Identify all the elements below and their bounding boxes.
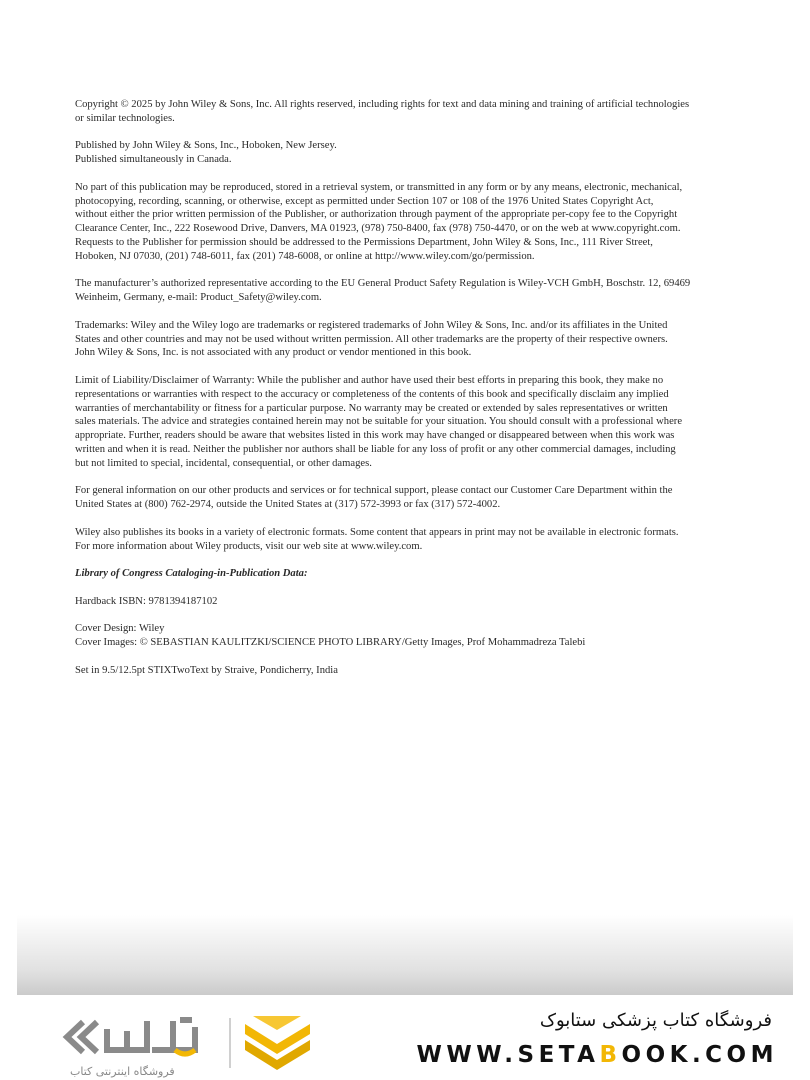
cover-credits [75,622,747,650]
text-line: For general information on our other products and services or for technical support, please contact our Customer Care Department within the [75,485,673,497]
setabook-logo-icon [55,1010,320,1070]
text-line: For more information about Wiley products, visit our web site at www.wiley.com. [75,540,423,552]
text-line: Published simultaneously in Canada. [75,154,232,166]
logo-subtitle: فروشگاه اینترنتی کتاب [70,1065,175,1078]
library-of-congress-heading: Library of Congress Cataloging-in-Publication Data: [75,568,308,580]
text-line: Published by John Wiley & Sons, Inc., Hoboken, New Jersey. [75,140,337,152]
text-line: appropriate. Further, readers should be aware that websites listed in this work may have changed or disappeared between when this work was [75,430,675,442]
text-line: or similar technologies. [75,112,175,124]
publisher-notice [75,139,747,167]
store-url-part: WWW.SETA [416,1042,600,1068]
text-line: United States at (800) 762-2974, outside the United States at (317) 572-3993 or fax (317) 572-4002. [75,499,501,511]
text-line: but not limited to special, incidental, consequential, or other damages. [75,457,372,469]
text-line: John Wiley & Sons, Inc. is not associated with any product or vendor mentioned in this book. [75,347,472,359]
text-line: The manufacturer’s authorized representative according to the EU General Product Safety Regulation is Wiley-VCH GmbH, Boschstr. 12, 69469 [75,278,691,290]
copyright-notice [75,98,747,126]
text-line: written and when it is read. Neither the publisher nor authors shall be liable for any loss of profit or any other commercial damages, including [75,443,676,455]
text-line: Hoboken, NJ 07030, (201) 748-6011, fax (201) 748-6008, or online at http://www.wiley.com/go/permission. [75,250,535,262]
formats-notice [75,526,747,554]
text-line: photocopying, recording, scanning, or otherwise, except as permitted under Section 107 or 108 of the 1976 United States Copyright Act, [75,195,654,207]
reproduction-notice [75,181,747,264]
text-line: Requests to the Publisher for permission should be addressed to the Permissions Department, John Wiley & Sons, Inc., 111 River Street, [75,236,653,248]
store-url[interactable] [417,1042,778,1068]
text-line: warranties of merchantability or fitness for a particular purpose. No warranty may be created or extended by sales representatives or written [75,402,668,414]
isbn-line: Hardback ISBN: 9781394187102 [75,595,218,607]
store-title: فروشگاه کتاب پزشکی ستابوک [539,1010,772,1031]
manufacturer-notice [75,277,747,305]
text-line: Trademarks: Wiley and the Wiley logo are trademarks or registered trademarks of John Wiley & Sons, Inc. and/or its affiliates in the United [75,319,668,331]
page-shadow [17,915,793,995]
text-line: Limit of Liability/Disclaimer of Warranty: While the publisher and author have used their best efforts in preparing this book, they make no [75,374,664,386]
store-url-part: OOK.COM [621,1042,778,1068]
text-line: No part of this publication may be reproduced, stored in a retrieval system, or transmitted in any form or by any means, electronic, mechanical, [75,181,683,193]
copyright-page [75,98,747,691]
typeset-line: Set in 9.5/12.5pt STIXTwoText by Straive, Pondicherry, India [75,664,338,676]
text-line: representations or warranties with respect to the accuracy or completeness of the contents of this book and specifically disclaim any implied [75,388,669,400]
text-line: Cover Design: Wiley [75,623,165,635]
text-line: without either the prior written permission of the Publisher, or authorization through payment of the appropriate per-copy fee to the Copyright [75,209,678,221]
text-line: Wiley also publishes its books in a variety of electronic formats. Some content that appears in print may not be available in electronic formats. [75,526,679,538]
text-line: sales materials. The advice and strategies contained herein may not be suitable for your situation. You should consult with a professional where [75,416,683,428]
store-url-accent: B [599,1042,622,1068]
text-line: States and other countries and may not be used without written permission. All other trademarks are the property of their respective owners. [75,333,668,345]
text-line: Copyright © 2025 by John Wiley & Sons, Inc. All rights reserved, including rights for text and data mining and training of artificial technologies [75,99,690,110]
setabook-logo [55,1010,320,1078]
text-line: Clearance Center, Inc., 222 Rosewood Drive, Danvers, MA 01923, (978) 750-8400, fax (978) 750-4470, or on the web at www.copyright.com. [75,223,681,235]
text-line: Weinheim, Germany, e-mail: Product_Safety@wiley.com. [75,292,322,304]
text-line: Cover Images: © SEBASTIAN KAULITZKI/SCIENCE PHOTO LIBRARY/Getty Images, Prof Mohammadreza Talebi [75,637,586,649]
trademarks-notice [75,319,747,360]
general-info-notice [75,484,747,512]
liability-disclaimer [75,374,747,471]
